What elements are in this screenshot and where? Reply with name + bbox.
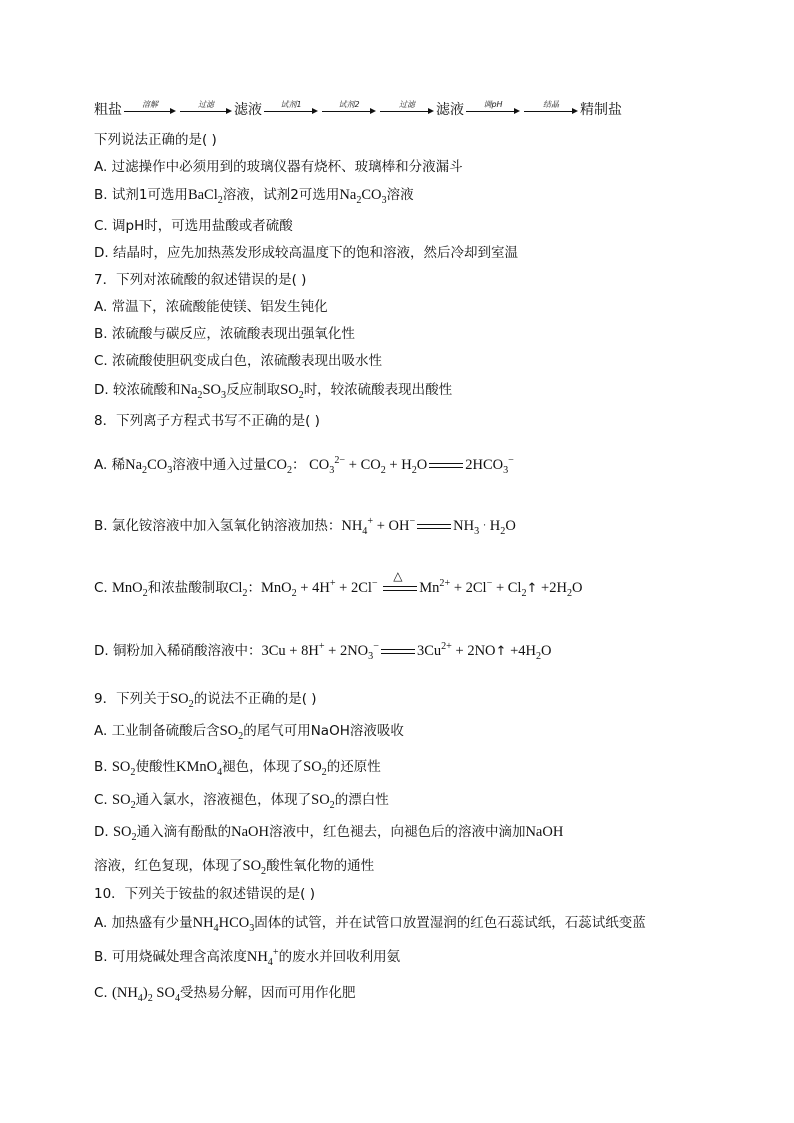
flow-filtrate1: 滤液 — [234, 102, 262, 118]
q9-b-text2: 使酸性 — [135, 759, 176, 775]
q9-stem-text1: 9．下列关于 — [94, 691, 171, 707]
q9-b-formula3: $SO_2$ — [303, 759, 327, 778]
q8-c-formula2: $Cl_2$ — [228, 580, 248, 599]
q9-option-c — [94, 790, 389, 810]
q9-stem-formula: $SO_2$ — [170, 691, 194, 710]
q6-option-c: C. 调pH时，可选用盐酸或者硫酸 — [94, 218, 293, 234]
flow-step-filter1: 过滤 — [198, 100, 214, 109]
q9-option-a — [94, 721, 404, 741]
q7-d-formula1: $Na_2SO_3$ — [180, 382, 227, 401]
q6-b-text3: 溶液 — [386, 187, 414, 203]
q9-b-formula2: KMnO$_4$ — [175, 759, 223, 778]
q9-d-text3: 溶液中，红色褪去，向褪色后的溶液中滴加 — [268, 824, 526, 840]
q9-a-text2: 的尾气可用NaOH溶液吸收 — [243, 723, 404, 739]
q8-a-text1: A. 稀 — [94, 457, 126, 473]
q10-b-text2: 的废水并回收利用氨 — [278, 949, 401, 965]
q9-b-formula1: $SO_2$ — [111, 759, 136, 778]
flow-arrow-reagent2 — [322, 100, 376, 120]
q10-stem: 10．下列关于铵盐的叙述错误的是( ) — [94, 886, 316, 902]
q10-option-b — [94, 947, 400, 967]
q9-c-formula2: $SO_2$ — [311, 792, 335, 811]
q8-d-no: 2NO — [467, 643, 496, 659]
q8-d-equation: $3Cu + 8H^+ + 2NO_3^-$ $3Cu^{2+}$ + 2NO↑ $+4H_2O$ — [261, 641, 552, 662]
q8-c-colon: ： — [247, 580, 261, 596]
q6-b-text2: 溶液，试剂2可选用 — [222, 187, 340, 203]
q9-c-text3: 的漂白性 — [334, 792, 389, 808]
q7-d-text2: 反应制取 — [226, 382, 281, 398]
q6-option-d: D. 结晶时，应先加热蒸发形成较高温度下的饱和溶液，然后冷却到室温 — [94, 245, 518, 261]
q9-option-d-cont — [94, 856, 374, 876]
flow-filtrate2: 滤液 — [436, 102, 464, 118]
q9-stem — [94, 689, 317, 709]
q6-b-text1: B. 试剂1可选用 — [94, 187, 188, 203]
q7-option-b: B. 浓硫酸与碳反应，浓硫酸表现出强氧化性 — [94, 326, 355, 342]
q9-d2-text2: 酸性氧化物的通性 — [266, 858, 375, 874]
q8-stem: 8．下列离子方程式书写不正确的是( ) — [94, 413, 320, 429]
q9-c-formula1: $SO_2$ — [112, 792, 136, 811]
q9-d-text2: 通入滴有酚酞的 — [136, 824, 232, 840]
q9-b-text4: 的还原性 — [326, 759, 381, 775]
q10-c-formula: $(NH_4)_2$ $SO_4$ — [112, 985, 180, 1004]
q7-d-formula2: $SO_2$ — [280, 382, 304, 401]
q6-stem: 下列说法正确的是( ) — [94, 132, 217, 148]
q10-a-text2: 固体的试管，并在试管口放置湿润的红色石蕊试纸，石蕊试纸变蓝 — [254, 915, 646, 931]
flow-arrow-crystallize — [524, 100, 578, 120]
q9-a-text1: A. 工业制备硫酸后含 — [94, 723, 220, 739]
q9-c-text1: C. — [94, 792, 108, 808]
salt-purification-flow — [94, 100, 622, 120]
flow-step-dissolve: 溶解 — [142, 100, 158, 109]
q9-d-formula3: NaOH — [525, 824, 564, 840]
flow-arrow-filter1 — [180, 100, 232, 120]
q8-c-equation: MnO$_2$ + 4H+ + 2Cl− △ $Mn^{2+} + 2Cl^-$ + $Cl_2↑ +2H_2O$ — [260, 568, 583, 599]
q8-option-a — [94, 455, 514, 475]
q10-b-text1: B. 可用烧碱处理含高浓度 — [94, 949, 247, 965]
q10-b-formula: $NH_4^+$ — [246, 947, 279, 968]
q8-d-text: D. 铜粉加入稀硝酸溶液中： — [94, 643, 262, 659]
q9-option-d — [94, 822, 563, 842]
q8-c-text2: 和浓盐酸制取 — [147, 580, 229, 596]
q10-c-text1: C. — [94, 985, 108, 1001]
flow-refined-salt: 精制盐 — [580, 102, 622, 118]
q9-b-text3: 褪色，体现了 — [222, 759, 304, 775]
q10-c-text2: 受热易分解，因而可用作化肥 — [180, 985, 356, 1001]
q8-a-equation: $CO_3^{2-} + CO_2 + H_2O$ $2HCO_3^-$ — [305, 455, 514, 476]
q9-c-text2: 通入氯水，溶液褪色，体现了 — [135, 792, 312, 808]
q6-b-formula2: $Na_2CO_3$ — [339, 187, 387, 206]
q8-b-equation: $NH_4^+ + OH^-$ $NH_3 \cdot H_2O$ — [341, 516, 516, 537]
q9-d2-text1: 溶液，红色复现，体现了 — [94, 858, 243, 874]
flow-step-reagent2: 试剂2 — [338, 100, 360, 109]
q6-option-a: A. 过滤操作中必须用到的玻璃仪器有烧杯、玻璃棒和分液漏斗 — [94, 159, 463, 175]
q7-option-d — [94, 380, 452, 400]
q10-a-text1: A. 加热盛有少量 — [94, 915, 193, 931]
q7-stem: 7．下列对浓硫酸的叙述错误的是( ) — [94, 272, 307, 288]
flow-step-adjust-ph: 调pH — [483, 100, 503, 109]
q9-b-kmno: KMnO — [175, 759, 218, 775]
q9-a-formula: $SO_2$ — [219, 723, 244, 742]
q8-c-formula1: MnO$_2$ — [112, 580, 148, 599]
q8-a-formula2: $CO_2$ — [266, 457, 293, 476]
q9-d-formula1: $SO_2$ — [112, 824, 137, 843]
q8-b-text: B. 氯化铵溶液中加入氢氧化钠溶液加热： — [94, 518, 342, 534]
flow-arrow-reagent1 — [264, 100, 318, 120]
q7-d-text1: D. 较浓硫酸和 — [94, 382, 181, 398]
q8-d-cu: 3Cu — [261, 643, 286, 659]
flow-step-filter2: 过滤 — [399, 100, 415, 109]
q8-a-colon: ： — [292, 457, 306, 473]
q6-b-formula1: BaCl$_2$ — [187, 187, 223, 206]
q8-a-formula1: $Na_2CO_3$ — [125, 457, 173, 476]
q9-d-formula2: NaOH — [231, 824, 269, 840]
flow-arrow-dissolve — [124, 100, 176, 120]
q7-d-text3: 时，较浓硫酸表现出酸性 — [303, 382, 453, 398]
q8-option-d — [94, 641, 552, 662]
q8-option-b — [94, 516, 516, 537]
q8-a-text2: 溶液中通入过量 — [172, 457, 267, 473]
flow-arrow-adjust-ph — [466, 100, 520, 120]
flow-step-crystallize: 结晶 — [543, 100, 559, 109]
q9-d-text1: D. — [94, 824, 109, 840]
q6-option-b — [94, 185, 414, 205]
q10-a-formula: $NH_4HCO_3$ — [192, 915, 255, 934]
q9-option-b — [94, 757, 381, 777]
q9-b-text1: B. — [94, 759, 108, 775]
q7-option-c: C. 浓硫酸使胆矾变成白色，浓硫酸表现出吸水性 — [94, 353, 383, 369]
q9-d2-formula: $SO_2$ — [242, 858, 267, 877]
flow-crude-salt: 粗盐 — [94, 102, 122, 118]
q10-option-c — [94, 983, 356, 1003]
q7-option-a: A. 常温下，浓硫酸能使镁、铝发生钝化 — [94, 299, 328, 315]
flow-arrow-filter2 — [380, 100, 434, 120]
q10-option-a — [94, 913, 646, 933]
flow-step-reagent1: 试剂1 — [280, 100, 302, 109]
q8-c-text1: C. — [94, 580, 108, 596]
q9-stem-text2: 的说法不正确的是( ) — [193, 691, 317, 707]
q8-option-c — [94, 568, 583, 599]
